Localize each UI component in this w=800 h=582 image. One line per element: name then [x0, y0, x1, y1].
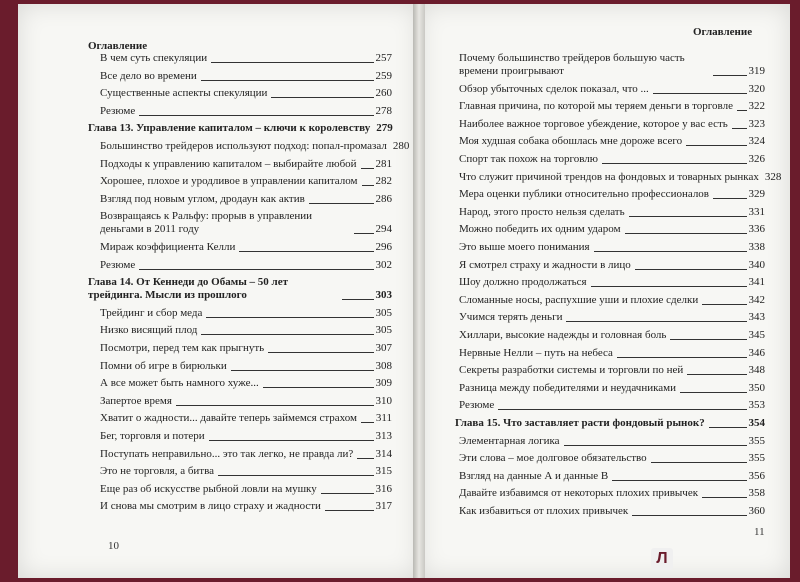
toc-entry	[455, 452, 765, 465]
toc-entry	[88, 342, 392, 355]
toc-entry	[455, 188, 765, 201]
toc-entry	[88, 52, 392, 65]
toc-leader-line	[201, 80, 374, 81]
toc-entry-page: 329	[748, 188, 765, 201]
toc-entry-page: 308	[375, 359, 392, 372]
toc-leader-line	[361, 422, 374, 423]
toc-entry	[88, 175, 392, 188]
toc-entry	[455, 223, 765, 236]
toc-leader-line	[594, 251, 747, 252]
toc-entry-title: Существенные аспекты спекуляции	[100, 87, 268, 100]
toc-chapter-entry	[455, 417, 765, 430]
toc-entry-page: 345	[748, 329, 765, 341]
toc-entry-title: Резюме	[100, 258, 136, 271]
toc-entry-page: 311	[375, 412, 392, 425]
toc-entry-page: 323	[748, 117, 765, 130]
toc-leader-line	[268, 352, 373, 353]
toc-leader-line	[566, 321, 746, 322]
toc-entry-title: Посмотри, перед тем как прыгнуть	[100, 342, 265, 354]
toc-entry-title: Возвращаясь к Ральфу: прорыв в управлении деньгами в 2011 году	[100, 210, 313, 236]
toc-entry-title: Хорошее, плохое и уродливое в управлении капиталом	[100, 175, 358, 188]
toc-entry	[455, 118, 765, 131]
toc-entry-page: 310	[375, 394, 392, 407]
toc-entry	[88, 360, 392, 373]
toc-entry	[88, 259, 392, 272]
toc-entry	[88, 395, 392, 408]
toc-leader-line	[211, 62, 373, 63]
toc-entry	[455, 206, 765, 219]
toc-leader-line	[354, 233, 374, 234]
toc-entry-page: 322	[748, 100, 765, 113]
toc-leader-line	[709, 427, 747, 428]
toc-leader-line	[362, 185, 374, 186]
toc-leader-line	[629, 216, 747, 217]
toc-entry-title: Давайте избавимся от некоторых плохих привычек	[459, 487, 699, 500]
toc-entry	[88, 158, 392, 171]
labirint-logo-icon: Л	[651, 548, 673, 570]
toc-entry-title: Что служит причиной трендов на фондовых и товарных рынках	[459, 170, 759, 183]
toc-leader-line	[651, 462, 747, 463]
toc-leader-line	[263, 387, 374, 388]
toc-leader-line	[732, 128, 747, 129]
toc-entry	[455, 153, 765, 166]
toc-leader-line	[361, 168, 374, 169]
toc-entry-page: 260	[375, 87, 392, 100]
toc-entry	[455, 259, 765, 272]
toc-entry	[88, 324, 392, 337]
toc-entry-title: Бег, торговля и потери	[100, 430, 205, 442]
toc-entry-title: Резюме	[459, 399, 495, 412]
toc-entry-page: 331	[748, 205, 765, 218]
toc-entry-page: 314	[375, 447, 392, 460]
toc-entry	[88, 430, 392, 443]
toc-entry-title: Глава 14. От Кеннеди до Обамы – 50 лет трейдинга. Мысли из прошлого	[88, 276, 288, 302]
toc-entry-title: Можно победить их одним ударом	[459, 223, 621, 236]
toc-entry-page: 315	[375, 465, 392, 478]
toc-entry-page: 328	[764, 170, 782, 183]
toc-entry-title: Моя худшая собака обошлась мне дороже всего	[459, 135, 683, 148]
toc-leader-line	[201, 334, 373, 335]
toc-leader-line	[670, 339, 746, 340]
toc-entry-title: Все дело во времени	[100, 69, 197, 82]
toc-leader-line	[139, 115, 373, 116]
toc-entry	[455, 311, 765, 324]
toc-entry	[88, 483, 392, 496]
toc-entry-title: Резюме	[100, 104, 136, 117]
toc-entry-title: Нервные Нелли – путь на небеса	[459, 346, 613, 359]
toc-entry-title: Спорт так похож на торговлю	[459, 153, 598, 165]
toc-entry-page: 338	[748, 241, 765, 253]
toc-entry-title: Хиллари, высокие надежды и головная боль	[459, 329, 667, 341]
toc-entry-page: 353	[748, 399, 765, 412]
toc-entry-page: 305	[375, 324, 392, 337]
toc-entry-page: 303	[375, 289, 392, 302]
toc-entry-title: Низко висящий плод	[100, 324, 198, 337]
toc-entry-page: 320	[748, 82, 765, 95]
toc-entry-page: 348	[748, 364, 765, 377]
toc-entry-page: 319	[748, 65, 765, 77]
toc-leader-line	[702, 304, 746, 305]
toc-entry	[455, 100, 765, 113]
toc-entry-title: Элементарная логика	[459, 434, 560, 447]
toc-entry-page: 346	[748, 346, 765, 359]
toc-leader-line	[625, 233, 747, 234]
toc-entry	[88, 193, 392, 206]
toc-entry-page: 281	[375, 157, 392, 170]
toc-entry-page: 294	[375, 223, 392, 236]
toc-leader-line	[702, 497, 746, 498]
toc-entry-title: Еще раз об искусстве рыбной ловли на мушку	[100, 482, 317, 495]
toc-entry	[455, 364, 765, 377]
toc-entry	[455, 487, 765, 500]
toc-leader-line	[209, 440, 374, 441]
toc-entry-page: 354	[748, 417, 765, 429]
toc-entry	[455, 347, 765, 360]
toc-entry-title: Шоу должно продолжаться	[459, 276, 587, 289]
toc-entry-page: 302	[375, 258, 392, 271]
toc-entry-title: Хватит о жадности... давайте теперь займемся страхом	[100, 412, 358, 425]
left-toc	[88, 52, 410, 522]
toc-entry-page: 336	[748, 223, 765, 236]
toc-entry-title: Главная причина, по которой мы теряем деньги в торговле	[459, 100, 733, 113]
toc-entry-title: В чем суть спекуляции	[100, 52, 208, 64]
toc-entry	[88, 241, 392, 254]
toc-entry-page: 324	[748, 135, 765, 148]
toc-leader-line	[602, 163, 747, 164]
toc-leader-line	[564, 445, 747, 446]
toc-entry-title: Помни об игре в бирюльки	[100, 359, 227, 372]
right-page-header: Оглавление	[693, 26, 753, 38]
toc-entry	[455, 399, 765, 412]
toc-leader-line	[139, 269, 373, 270]
toc-entry	[455, 52, 765, 78]
toc-leader-line	[271, 97, 373, 98]
toc-entry	[88, 377, 392, 390]
book-gutter	[413, 4, 425, 578]
toc-entry-title: И снова мы смотрим в лицо страху и жадности	[100, 500, 321, 513]
toc-entry	[88, 105, 392, 118]
toc-entry	[455, 276, 765, 289]
toc-entry-page: 350	[748, 381, 765, 394]
toc-entry-title: Глава 15. Что заставляет расти фондовый рынок?	[455, 417, 705, 429]
toc-entry	[88, 140, 410, 153]
toc-entry-page: 296	[375, 241, 392, 253]
toc-entry	[88, 465, 392, 478]
toc-entry-page: 313	[375, 430, 392, 442]
toc-entry-page: 341	[748, 276, 765, 289]
toc-entry-page: 317	[375, 500, 392, 513]
right-page-number: 11	[754, 526, 765, 538]
toc-leader-line	[218, 475, 373, 476]
toc-leader-line	[206, 317, 373, 318]
toc-entry-title: Наиболее важное торговое убеждение, которое у вас есть	[459, 117, 728, 130]
toc-entry-title: Взгляд под новым углом, дродаун как актив	[100, 192, 305, 205]
toc-leader-line	[309, 203, 374, 204]
toc-entry-title: Большинство трейдеров используют подход: попал-промазал	[100, 140, 387, 152]
toc-leader-line	[687, 374, 746, 375]
toc-entry-page: 342	[748, 293, 765, 306]
toc-leader-line	[632, 515, 746, 516]
toc-entry	[455, 135, 765, 148]
toc-chapter-entry	[88, 122, 392, 135]
toc-entry-page: 355	[748, 434, 765, 447]
toc-leader-line	[325, 510, 374, 511]
toc-entry-title: Глава 13. Управление капиталом – ключи к королевству	[88, 122, 371, 135]
toc-leader-line	[231, 370, 374, 371]
toc-entry-title: Секреты разработки системы и торговли по ней	[459, 364, 684, 377]
toc-entry-title: Это выше моего понимания	[459, 241, 590, 253]
toc-entry-page: 355	[748, 452, 765, 465]
toc-entry-page: 316	[375, 482, 392, 495]
toc-entry	[455, 329, 765, 342]
toc-leader-line	[635, 269, 747, 270]
toc-leader-line	[342, 299, 374, 300]
toc-leader-line	[176, 405, 374, 406]
toc-entry-page: 278	[375, 104, 392, 117]
toc-entry-title: Народ, этого просто нельзя сделать	[459, 205, 625, 218]
toc-entry	[88, 70, 392, 83]
toc-chapter-entry	[88, 276, 392, 302]
toc-entry	[455, 435, 765, 448]
toc-leader-line	[713, 198, 746, 199]
toc-entry-page: 279	[376, 122, 393, 135]
toc-entry	[88, 307, 392, 320]
toc-entry-page: 343	[748, 311, 765, 324]
toc-entry	[88, 87, 392, 100]
toc-entry-title: Почему большинство трейдеров большую часть времени проигрывают	[459, 52, 685, 77]
toc-leader-line	[653, 93, 747, 94]
toc-entry	[455, 83, 765, 96]
toc-entry-title: Разница между победителями и неудачниками	[459, 381, 677, 394]
toc-entry-page: 259	[375, 69, 392, 82]
toc-entry-title: Сломанные носы, распухшие уши и плохие сделки	[459, 293, 699, 306]
toc-leader-line	[680, 392, 746, 393]
toc-leader-line	[498, 409, 746, 410]
left-page-number: 10	[108, 540, 119, 552]
right-toc	[455, 52, 782, 522]
toc-entry-page: 340	[748, 258, 765, 271]
toc-entry-title: А все может быть намного хуже...	[100, 377, 259, 390]
toc-entry-title: Взгляд на данные А и данные В	[459, 469, 609, 482]
toc-leader-line	[713, 75, 747, 76]
toc-leader-line	[591, 286, 747, 287]
toc-entry	[88, 448, 392, 461]
toc-entry	[455, 470, 765, 483]
toc-entry-title: Эти слова – мое долговое обязательство	[459, 452, 647, 465]
toc-entry-title: Мираж коэффициента Келли	[100, 241, 236, 253]
toc-leader-line	[686, 145, 746, 146]
toc-entry	[455, 382, 765, 395]
toc-entry-page: 257	[375, 52, 392, 64]
toc-entry-title: Подходы к управлению капиталом – выбирайте любой	[100, 157, 357, 170]
toc-leader-line	[357, 458, 373, 459]
toc-entry-page: 280	[392, 140, 410, 152]
toc-entry-page: 356	[748, 469, 765, 482]
toc-entry-title: Поступать неправильно... это так легко, не правда ли?	[100, 447, 354, 460]
toc-entry-page: 307	[375, 342, 392, 354]
toc-entry-page: 358	[748, 487, 765, 500]
left-page-header: Оглавление	[88, 40, 148, 52]
toc-entry-title: Это не торговля, а битва	[100, 465, 215, 478]
toc-entry-title: Обзор убыточных сделок показал, что ...	[459, 82, 649, 95]
toc-entry	[88, 412, 392, 425]
toc-leader-line	[737, 110, 747, 111]
toc-entry-page: 286	[375, 192, 392, 205]
toc-entry	[455, 294, 765, 307]
toc-entry-title: Трейдинг и сбор меда	[100, 306, 203, 319]
toc-entry-page: 360	[748, 505, 765, 517]
toc-entry	[455, 505, 765, 518]
toc-entry-title: Мера оценки публики относительно профессионалов	[459, 188, 710, 201]
toc-entry-page: 309	[375, 377, 392, 390]
toc-entry	[88, 500, 392, 513]
toc-entry	[455, 241, 765, 254]
toc-entry-title: Я смотрел страху и жадности в лицо	[459, 258, 631, 271]
toc-entry-page: 282	[375, 175, 392, 188]
toc-leader-line	[612, 480, 746, 481]
toc-entry-title: Учимся терять деньги	[459, 311, 563, 324]
toc-entry-title: Запертое время	[100, 394, 172, 407]
toc-entry-page: 326	[748, 153, 765, 165]
toc-entry	[88, 210, 392, 236]
toc-leader-line	[321, 493, 374, 494]
toc-entry-title: Как избавиться от плохих привычек	[459, 505, 629, 517]
toc-entry	[455, 170, 782, 184]
toc-leader-line	[617, 357, 747, 358]
toc-leader-line	[239, 251, 373, 252]
toc-entry-page: 305	[375, 306, 392, 319]
